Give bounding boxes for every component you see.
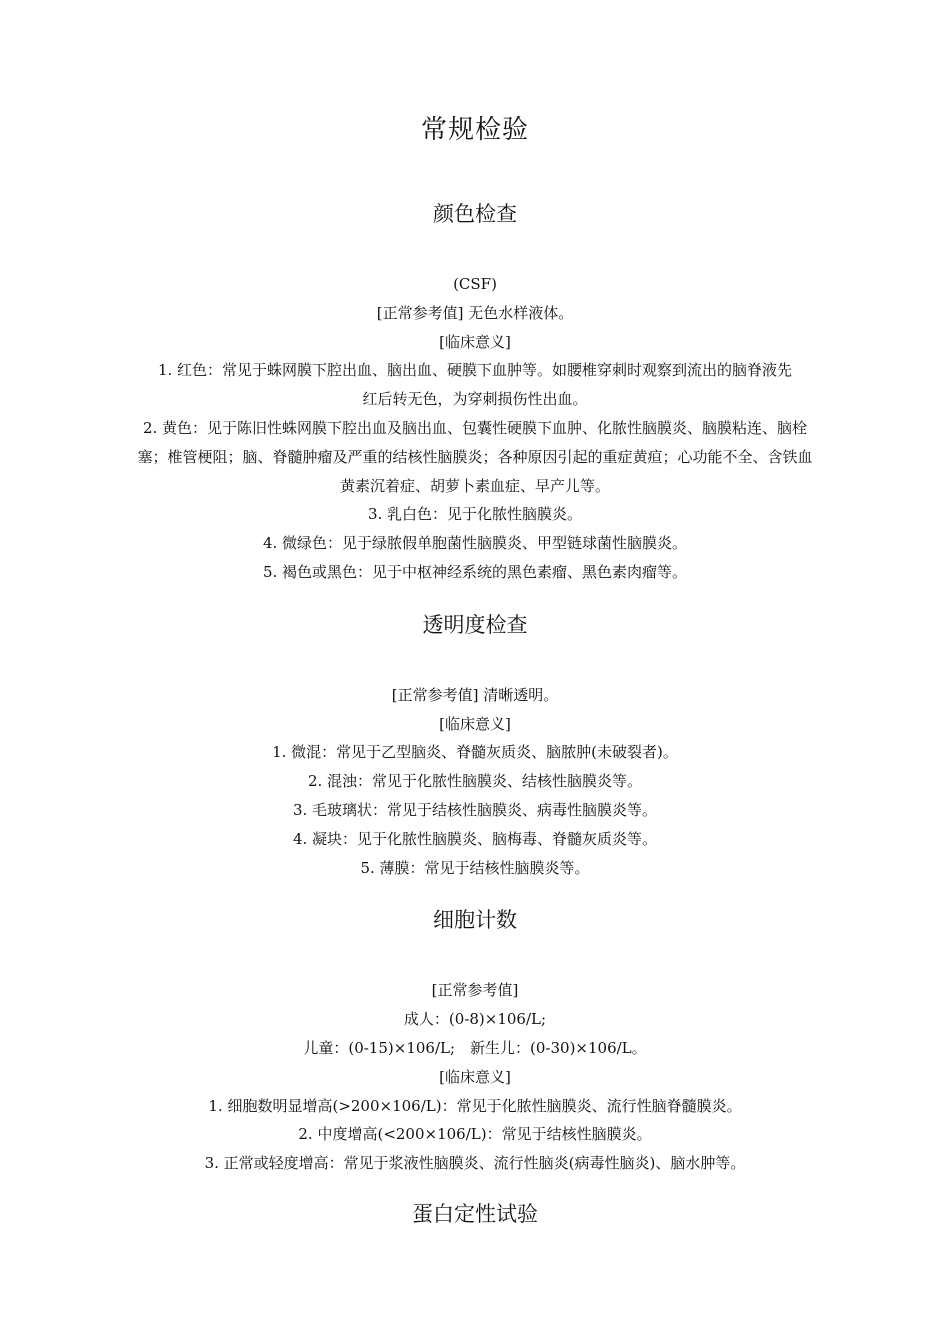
section-body-transparency xyxy=(0,681,950,883)
section-body-cell-count xyxy=(0,976,950,1178)
cell-item-moderate-increase: 2. 中度增高(<200×106/L)：常见于结核性脑膜炎。 xyxy=(298,1125,652,1144)
color-item-yellow: 2. 黄色：见于陈旧性蛛网膜下腔出血及脑出血、包囊性硬膜下血肿、化脓性脑膜炎、脑膜粘连、脑栓塞；椎管梗阻；脑、脊髓肿瘤及严重的结核性脑膜炎；各种原因引起的重症黄疸；心功能不全、含铁血黄素沉着症、胡萝卜素血症、早产儿等。 xyxy=(137,418,813,495)
cell-count-adult: 成人：(0-8)×106/L; xyxy=(403,1010,547,1029)
transparency-item-turbid: 2. 混浊：常见于化脓性脑膜炎、结核性脑膜炎等。 xyxy=(307,772,643,791)
section-body-color xyxy=(0,270,950,587)
color-item-milky-white: 3. 乳白色：见于化脓性脑膜炎。 xyxy=(367,505,583,524)
clinical-significance-heading: [临床意义] xyxy=(439,1067,511,1086)
section-title-transparency: 透明度检查 xyxy=(422,612,528,637)
transparency-item-clot: 4. 凝块：见于化脓性脑膜炎、脑梅毒、脊髓灰质炎等。 xyxy=(292,829,658,848)
clinical-significance-heading: [临床意义] xyxy=(439,332,511,351)
color-item-red: 1. 红色：常见于蛛网膜下腔出血、脑出血、硬膜下血肿等。如腰椎穿刺时观察到流出的脑脊液先红后转无色，为穿刺损伤性出血。 xyxy=(157,361,793,409)
normal-reference-transparency: [正常参考值] 清晰透明。 xyxy=(391,685,559,704)
document-title: 常规检验 xyxy=(420,115,529,145)
transparency-item-slightly-turbid: 1. 微混：常见于乙型脑炎、脊髓灰质炎、脑脓肿(未破裂者)。 xyxy=(272,743,678,762)
cell-item-normal-slight-increase: 3. 正常或轻度增高：常见于浆液性脑膜炎、流行性脑炎(病毒性脑炎)、脑水肿等。 xyxy=(204,1154,746,1173)
transparency-item-film: 5. 薄膜：常见于结核性脑膜炎等。 xyxy=(360,858,590,877)
section-title-color: 颜色检查 xyxy=(433,202,517,226)
section-title-cell-count: 细胞计数 xyxy=(433,908,517,933)
normal-reference-color: [正常参考值] 无色水样液体。 xyxy=(376,303,574,322)
section-title-protein: 蛋白定性试验 xyxy=(412,1201,538,1226)
color-item-slight-green: 4. 微绿色：见于绿脓假单胞菌性脑膜炎、甲型链球菌性脑膜炎。 xyxy=(262,534,688,553)
section-color-exam xyxy=(0,198,950,587)
cell-item-marked-increase: 1. 细胞数明显增高(>200×106/L)：常见于化脓性脑膜炎、流行性脑脊髓膜炎。 xyxy=(208,1096,742,1115)
normal-reference-cells: [正常参考值] xyxy=(431,981,519,1000)
transparency-item-ground-glass: 3. 毛玻璃状：常见于结核性脑膜炎、病毒性脑膜炎等。 xyxy=(292,800,658,819)
clinical-significance-heading: [临床意义] xyxy=(439,714,511,733)
section-transparency-exam xyxy=(0,609,950,883)
section-cell-count xyxy=(0,904,950,1178)
color-item-brown-black: 5. 褐色或黑色：见于中枢神经系统的黑色素瘤、黑色素肉瘤等。 xyxy=(262,562,688,581)
section-protein-test xyxy=(0,1198,950,1230)
cell-count-child-newborn: 儿童：(0-15)×106/L; 新生儿：(0-30)×106/L。 xyxy=(303,1038,647,1057)
csf-label: (CSF) xyxy=(453,275,497,293)
